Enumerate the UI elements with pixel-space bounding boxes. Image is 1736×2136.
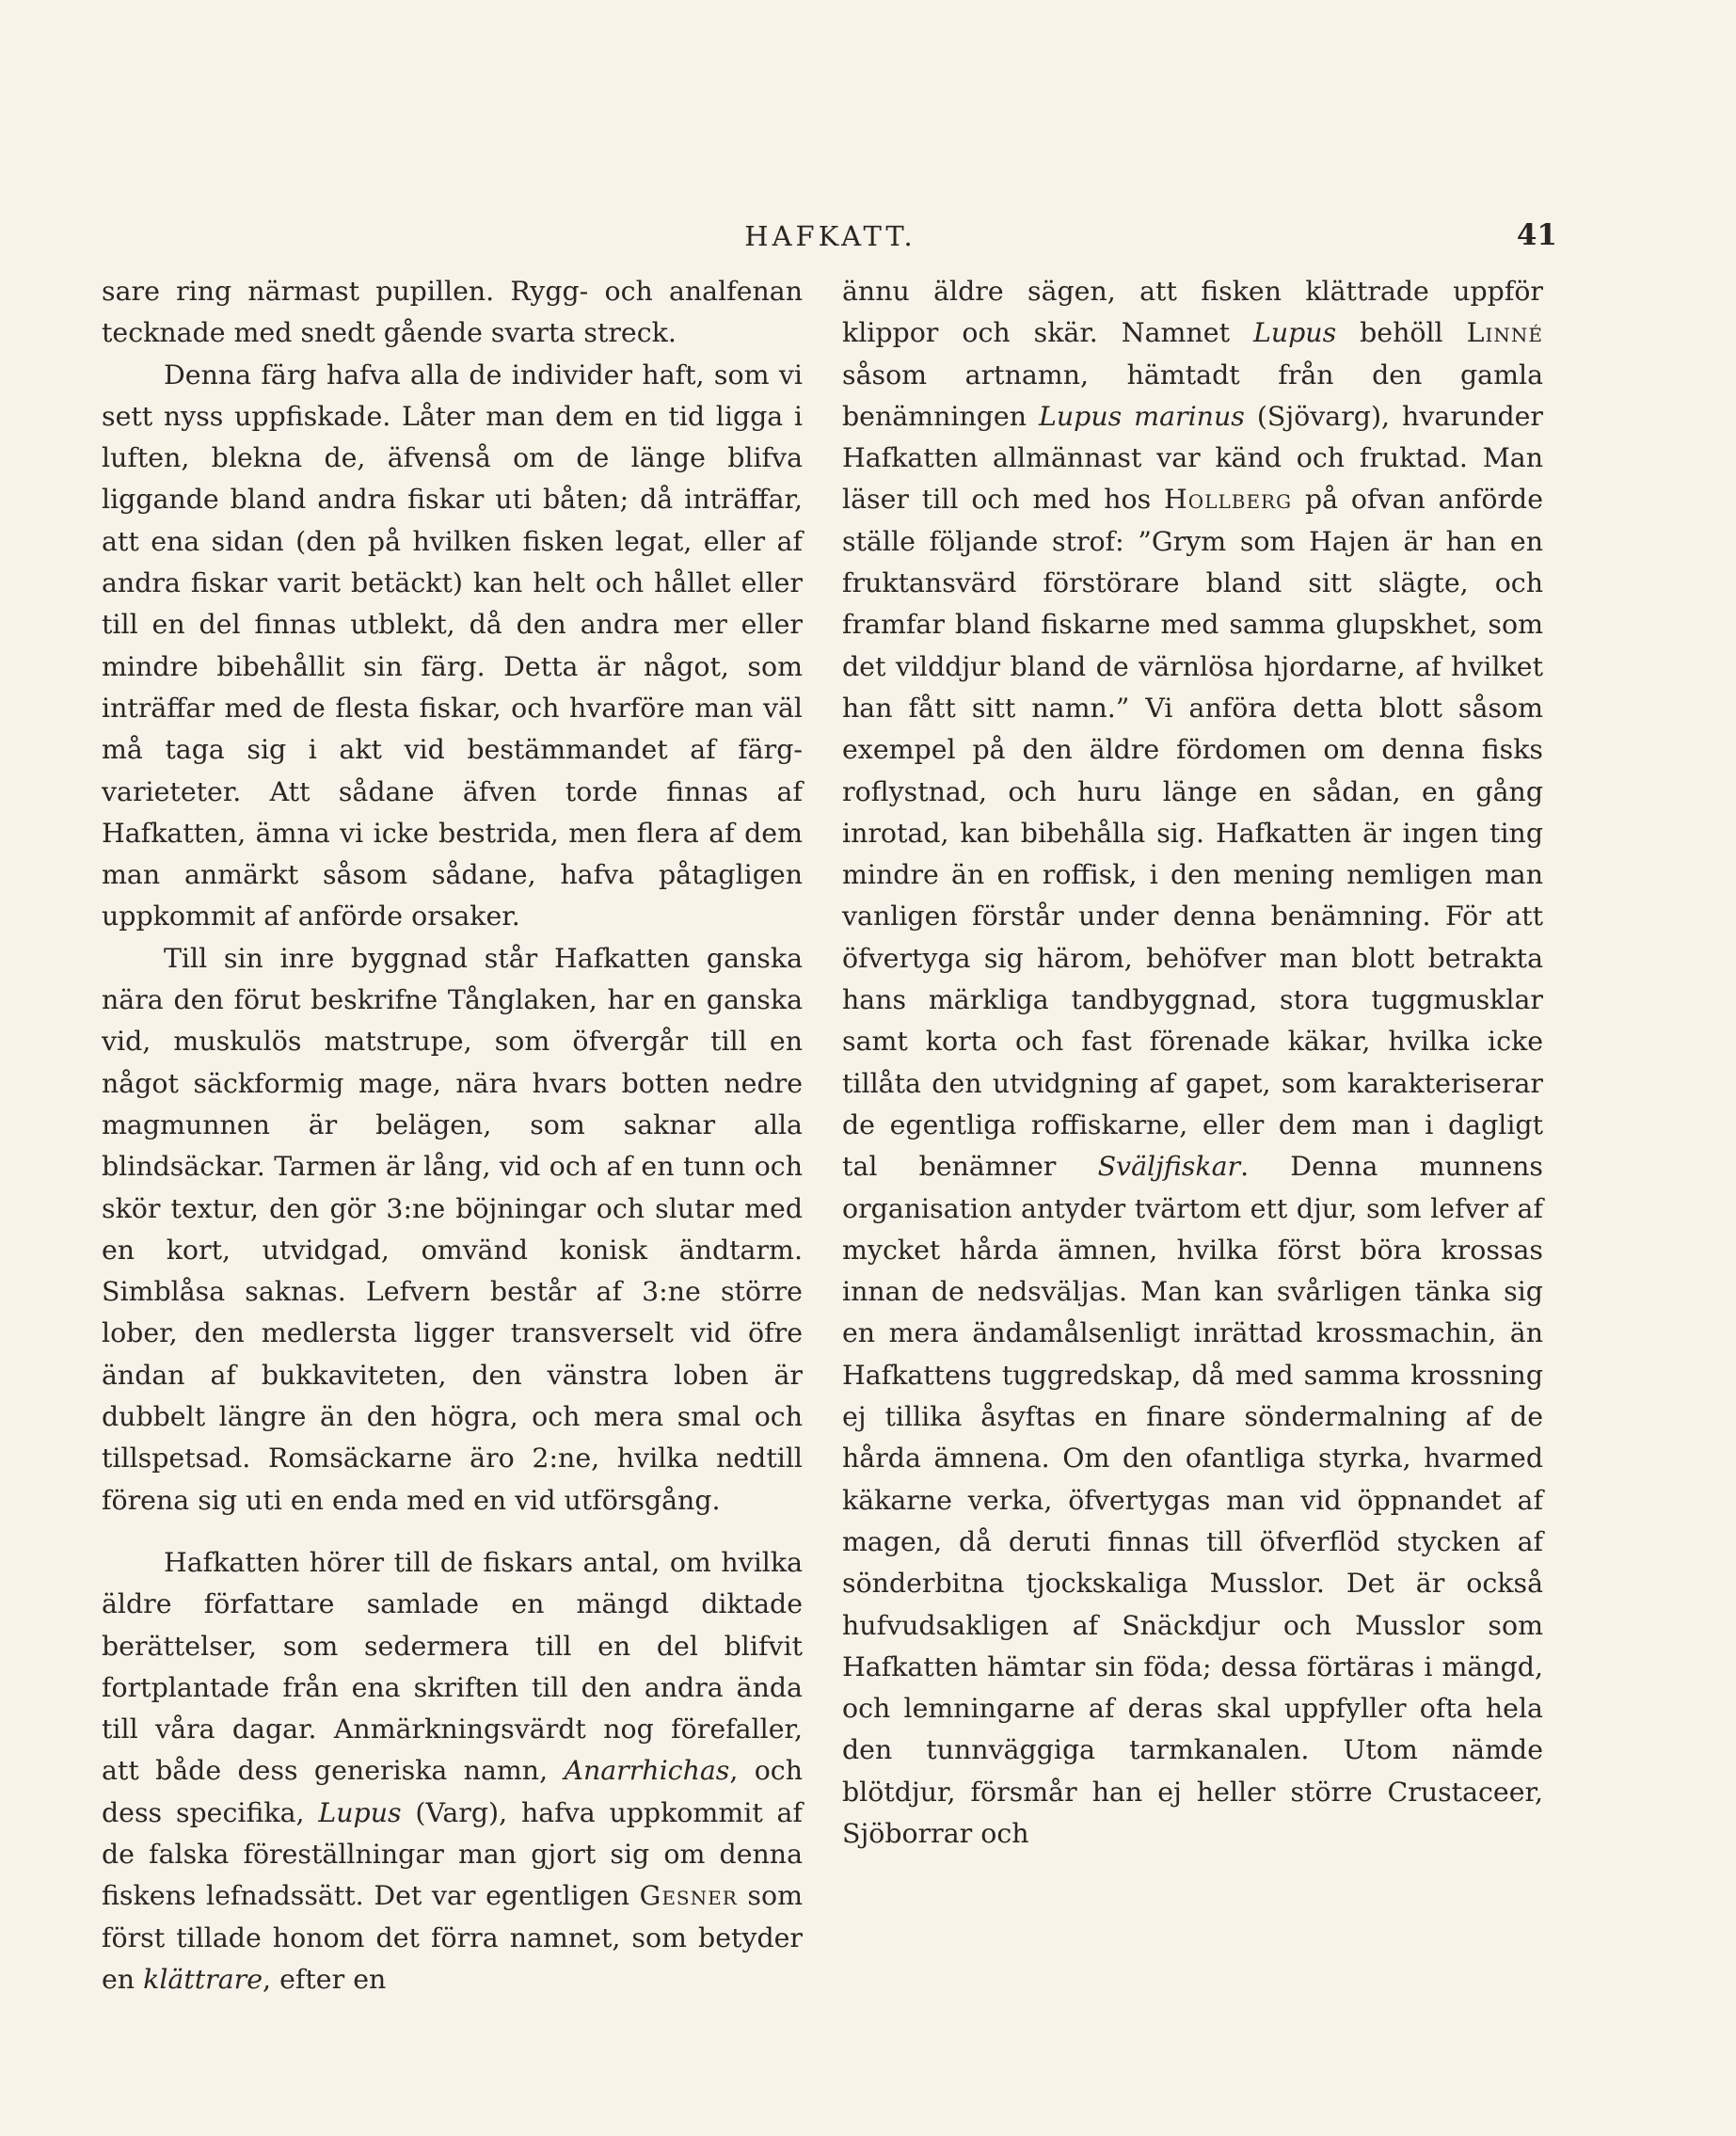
author-name-hollberg: Hollberg bbox=[1164, 484, 1293, 516]
species-name: Lupus bbox=[1252, 317, 1337, 349]
running-title: HAFKATT. bbox=[744, 220, 916, 252]
text-run: ännu äldre sägen, att fisken klättrade uppför klippor och skär. Namnet bbox=[842, 276, 1543, 349]
emphasized-term: klättrare bbox=[143, 1963, 263, 1995]
text-run: , efter en bbox=[263, 1963, 387, 1995]
text-run: (Sjövarg), hvarunder Hafkatten allmännast var känd och fruktad. Man läser till och med hos bbox=[842, 400, 1543, 516]
emphasized-term: Sväljfiskar bbox=[1097, 1151, 1241, 1183]
text-run: (Varg), hafva uppkommit af de falska föreställningar man gjort sig om denna fiskens lefnadssätt. Det var egentligen bbox=[102, 1796, 803, 1912]
text-run: på ofvan anförde ställe följande strof: ”Grym som Hajen är han en fruktansvärd förstörare bland sitt slägte, och framfar bland fiskarne med samma glupskhet, som det vilddjur bland de värnlösa hjordarne, af hvilket han fått sitt namn.” Vi anföra detta blott såsom exempel på den äldre fördomen om denna fisks roflystnad, och huru länge en sådan, en gång inrotad, kan bibehålla sig. Hafkatten är ingen ting mindre än en roffisk, i den mening nemligen man vanligen förstår under denna benämning. För att öfvertyga sig härom, behöfver man blott betrakta hans märkliga tandbyggnad, stora tuggmusklar samt korta och fast förenade käkar, hvilka icke tillåta den utvidgning af gapet, som karakteriserar de egentliga roffiskarne, eller dem man i dagligt tal benämner bbox=[842, 484, 1544, 1183]
paragraph-color: Denna färg hafva alla de individer haft, som vi sett nyss uppfiskade. Låter man dem en tid ligga i luften, blekna de, äfvenså om de länge blifva liggande bland andra fiskar uti båten; då inträffar, att ena sidan (den på hvilken fisken legat, eller af andra fiskar varit betäckt) kan helt och hållet eller till en del finnas utblekt, då den andra mer eller mindre bibehållit sin färg. Detta är något, som inträffar med de flesta fiskar, och hvarföre man väl må taga sig i akt vid bestämmandet af färg-varieteter. Att sådane äfven torde finnas af Hafkatten, ämna vi icke bestrida, men flera af dem man anmärkt såsom sådane, hafva påtagligen uppkommit af anförde orsaker. bbox=[102, 359, 803, 933]
old-species-name: Lupus marinus bbox=[1039, 400, 1245, 432]
paragraph-names-continued bbox=[842, 271, 1543, 1855]
text-run: behöll bbox=[1336, 317, 1467, 349]
text-run: som först tillade honom det förra namnet, som betyder en bbox=[102, 1880, 804, 1995]
page-number: 41 bbox=[1516, 218, 1557, 252]
text-run: . Denna munnens organisation antyder tvärtom ett djur, som lefver af mycket hårda ämnen, hvilka först böra krossas innan de nedsväljas. Man kan svårligen tänka sig en mera ändamålsenligt inrättad krossmachin, än Hafkattens tuggredskap, då med samma krossning ej tillika åsyftas en finare söndermalning af de hårda ämnena. Om den ofantliga styrka, hvarmed käkarne verka, öfvertygas man vid öppnandet af magen, då deruti finnas till öfverflöd stycken af sönderbitna tjockskaliga Musslor. Det är också hufvudsakligen af Snäckdjur och Musslor som Hafkatten hämtar sin föda; dessa förtäras i mängd, och lemningarne af deras skal uppfyller ofta hela den tunnväggiga tarmkanalen. Utom nämde blötdjur, försmår han ej heller större Crustaceer, Sjöborrar och bbox=[842, 1151, 1543, 1849]
author-name-linne: Linné bbox=[1466, 317, 1543, 349]
page-header bbox=[104, 215, 1557, 262]
left-column bbox=[102, 271, 803, 2001]
text-run: Hafkatten hörer till de fiskars antal, om hvilka äldre författare samlade en mängd diktade berättelser, som sedermera till en del blifvit fortplantade från ena skriften till den andra ända till våra dagar. Anmärkningsvärdt nog förefaller, att både dess generiska namn, bbox=[102, 1546, 803, 1787]
right-column bbox=[842, 271, 1543, 1855]
text-run: såsom artnamn, hämtadt från den gamla benämningen bbox=[842, 359, 1543, 432]
paragraph-anatomy: Till sin inre byggnad står Hafkatten ganska nära den förut beskrifne Tånglaken, har en ganska vid, muskulös matstrupe, som öfvergår till en något säckformig mage, nära hvars botten nedre magmunnen är belägen, som saknar alla blindsäckar. Tarmen är lång, vid och af en tunn och skör textur, den gör 3:ne böjningar och slutar med en kort, utvidgad, omvänd konisk ändtarm. Simblåsa saknas. Lefvern består af 3:ne större lober, den medlersta ligger transverselt vid öfre ändan af bukkaviteten, den vänstra loben är dubbelt längre än den högra, och mera smal och tillspetsad. Romsäckarne äro 2:ne, hvilka nedtill förena sig uti en enda med en vid utförsgång. bbox=[102, 942, 803, 1516]
genus-name: Anarrhichas bbox=[564, 1755, 730, 1787]
paragraph-names bbox=[102, 1542, 803, 2001]
paragraph-continued: sare ring närmast pupillen. Rygg- och analfenan tecknade med snedt gående svarta streck. bbox=[102, 276, 803, 349]
author-name-gesner: Gesner bbox=[639, 1880, 738, 1912]
species-name: Lupus bbox=[318, 1796, 402, 1828]
text-run: , och dess specifika, bbox=[102, 1755, 803, 1828]
